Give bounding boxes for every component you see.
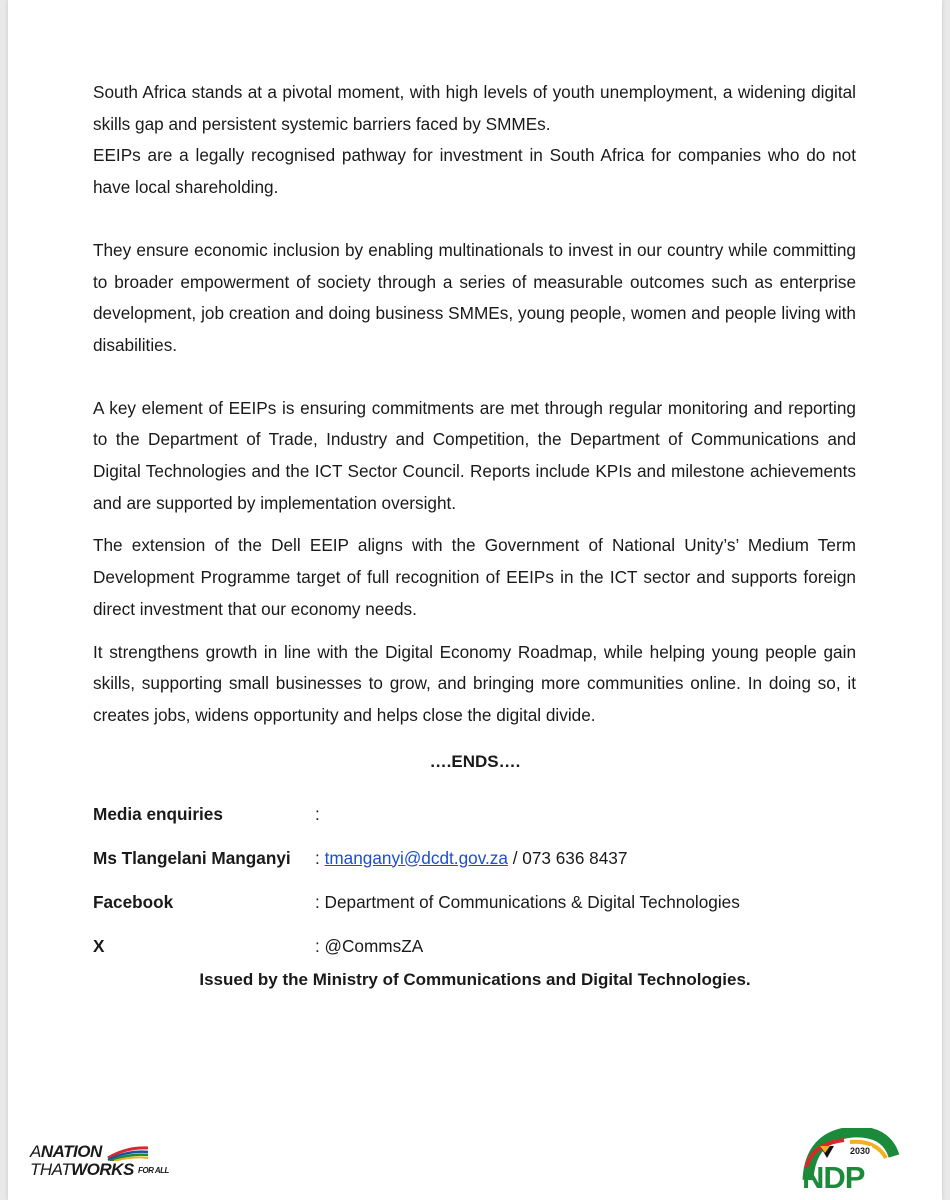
document-page (8, 0, 942, 1200)
paragraph: EEIPs are a legally recognised pathway for investment in South Africa for companies who do not have local shareholding. (93, 145, 856, 198)
paragraph: South Africa stands at a pivotal moment, with high levels of youth unemployment, a widening digital skills gap and persistent systemic barriers faced by SMMEs. (93, 82, 856, 134)
press-release-body (93, 77, 856, 732)
nation-that-works-logo (30, 1142, 169, 1180)
contact-person-row (93, 836, 740, 880)
facebook-label: Facebook (93, 891, 174, 912)
flag-swoosh-icon (106, 1145, 150, 1161)
slogan-forall: FOR ALL (138, 1166, 169, 1176)
paragraph: It strengthens growth in line with the Digital Economy Roadmap, while helping young people gain skills, supporting small businesses to grow, and bringing more communities online. In doing so, it creates jobs, widens opportunity and helps close the digital divide. (93, 641, 856, 725)
contact-person-name: Ms Tlangelani Manganyi (93, 847, 291, 868)
media-enquiries-label: Media enquiries (93, 803, 223, 824)
slogan-works: WORKS (71, 1160, 134, 1179)
media-enquiries-row (93, 792, 740, 836)
facebook-row (93, 880, 740, 924)
facebook-value: : Department of Communications & Digital Technologies (315, 891, 740, 912)
slogan-a: A (30, 1142, 41, 1161)
x-row (93, 924, 740, 968)
contact-person-details (315, 848, 627, 869)
slogan-nation: NATION (40, 1142, 102, 1161)
paragraph: The extension of the Dell EEIP aligns with the Government of National Unity’s’ Medium Term Development Programme target of full recognition of EEIPs in the ICT sector and supports foreign direct investment that our economy needs. (93, 535, 856, 619)
paragraph: They ensure economic inclusion by enabling multinationals to invest in our country while committing to broader empowerment of society through a series of measurable outcomes such as enterprise development, job creation and doing business SMMEs, young people, women and people living with disabilities. (93, 239, 856, 355)
x-value: : @CommsZA (315, 935, 424, 956)
slogan-that: THAT (30, 1160, 72, 1179)
phone-number: / 073 636 8437 (512, 847, 628, 868)
contact-person-colon: : (315, 847, 320, 868)
issued-by-line: Issued by the Ministry of Communications and Digital Technologies. (199, 970, 751, 989)
contact-block (93, 792, 740, 968)
x-label: X (93, 935, 105, 956)
ends-marker: ….ENDS…. (429, 752, 521, 771)
media-enquiries-value: : (315, 803, 320, 824)
paragraph: A key element of EEIPs is ensuring commitments are met through regular monitoring and reporting to the Department of Trade, Industry and Competition, the Department of Communications and Digital Technologies and the ICT Sector Council. Reports include KPIs and milestone achievements and are supported by implementation oversight. (93, 397, 856, 513)
ndp-text: NDP (802, 1160, 865, 1195)
email-link[interactable]: tmanganyi@dcdt.gov.za (324, 847, 508, 868)
ndp-year: 2030 (850, 1146, 871, 1156)
